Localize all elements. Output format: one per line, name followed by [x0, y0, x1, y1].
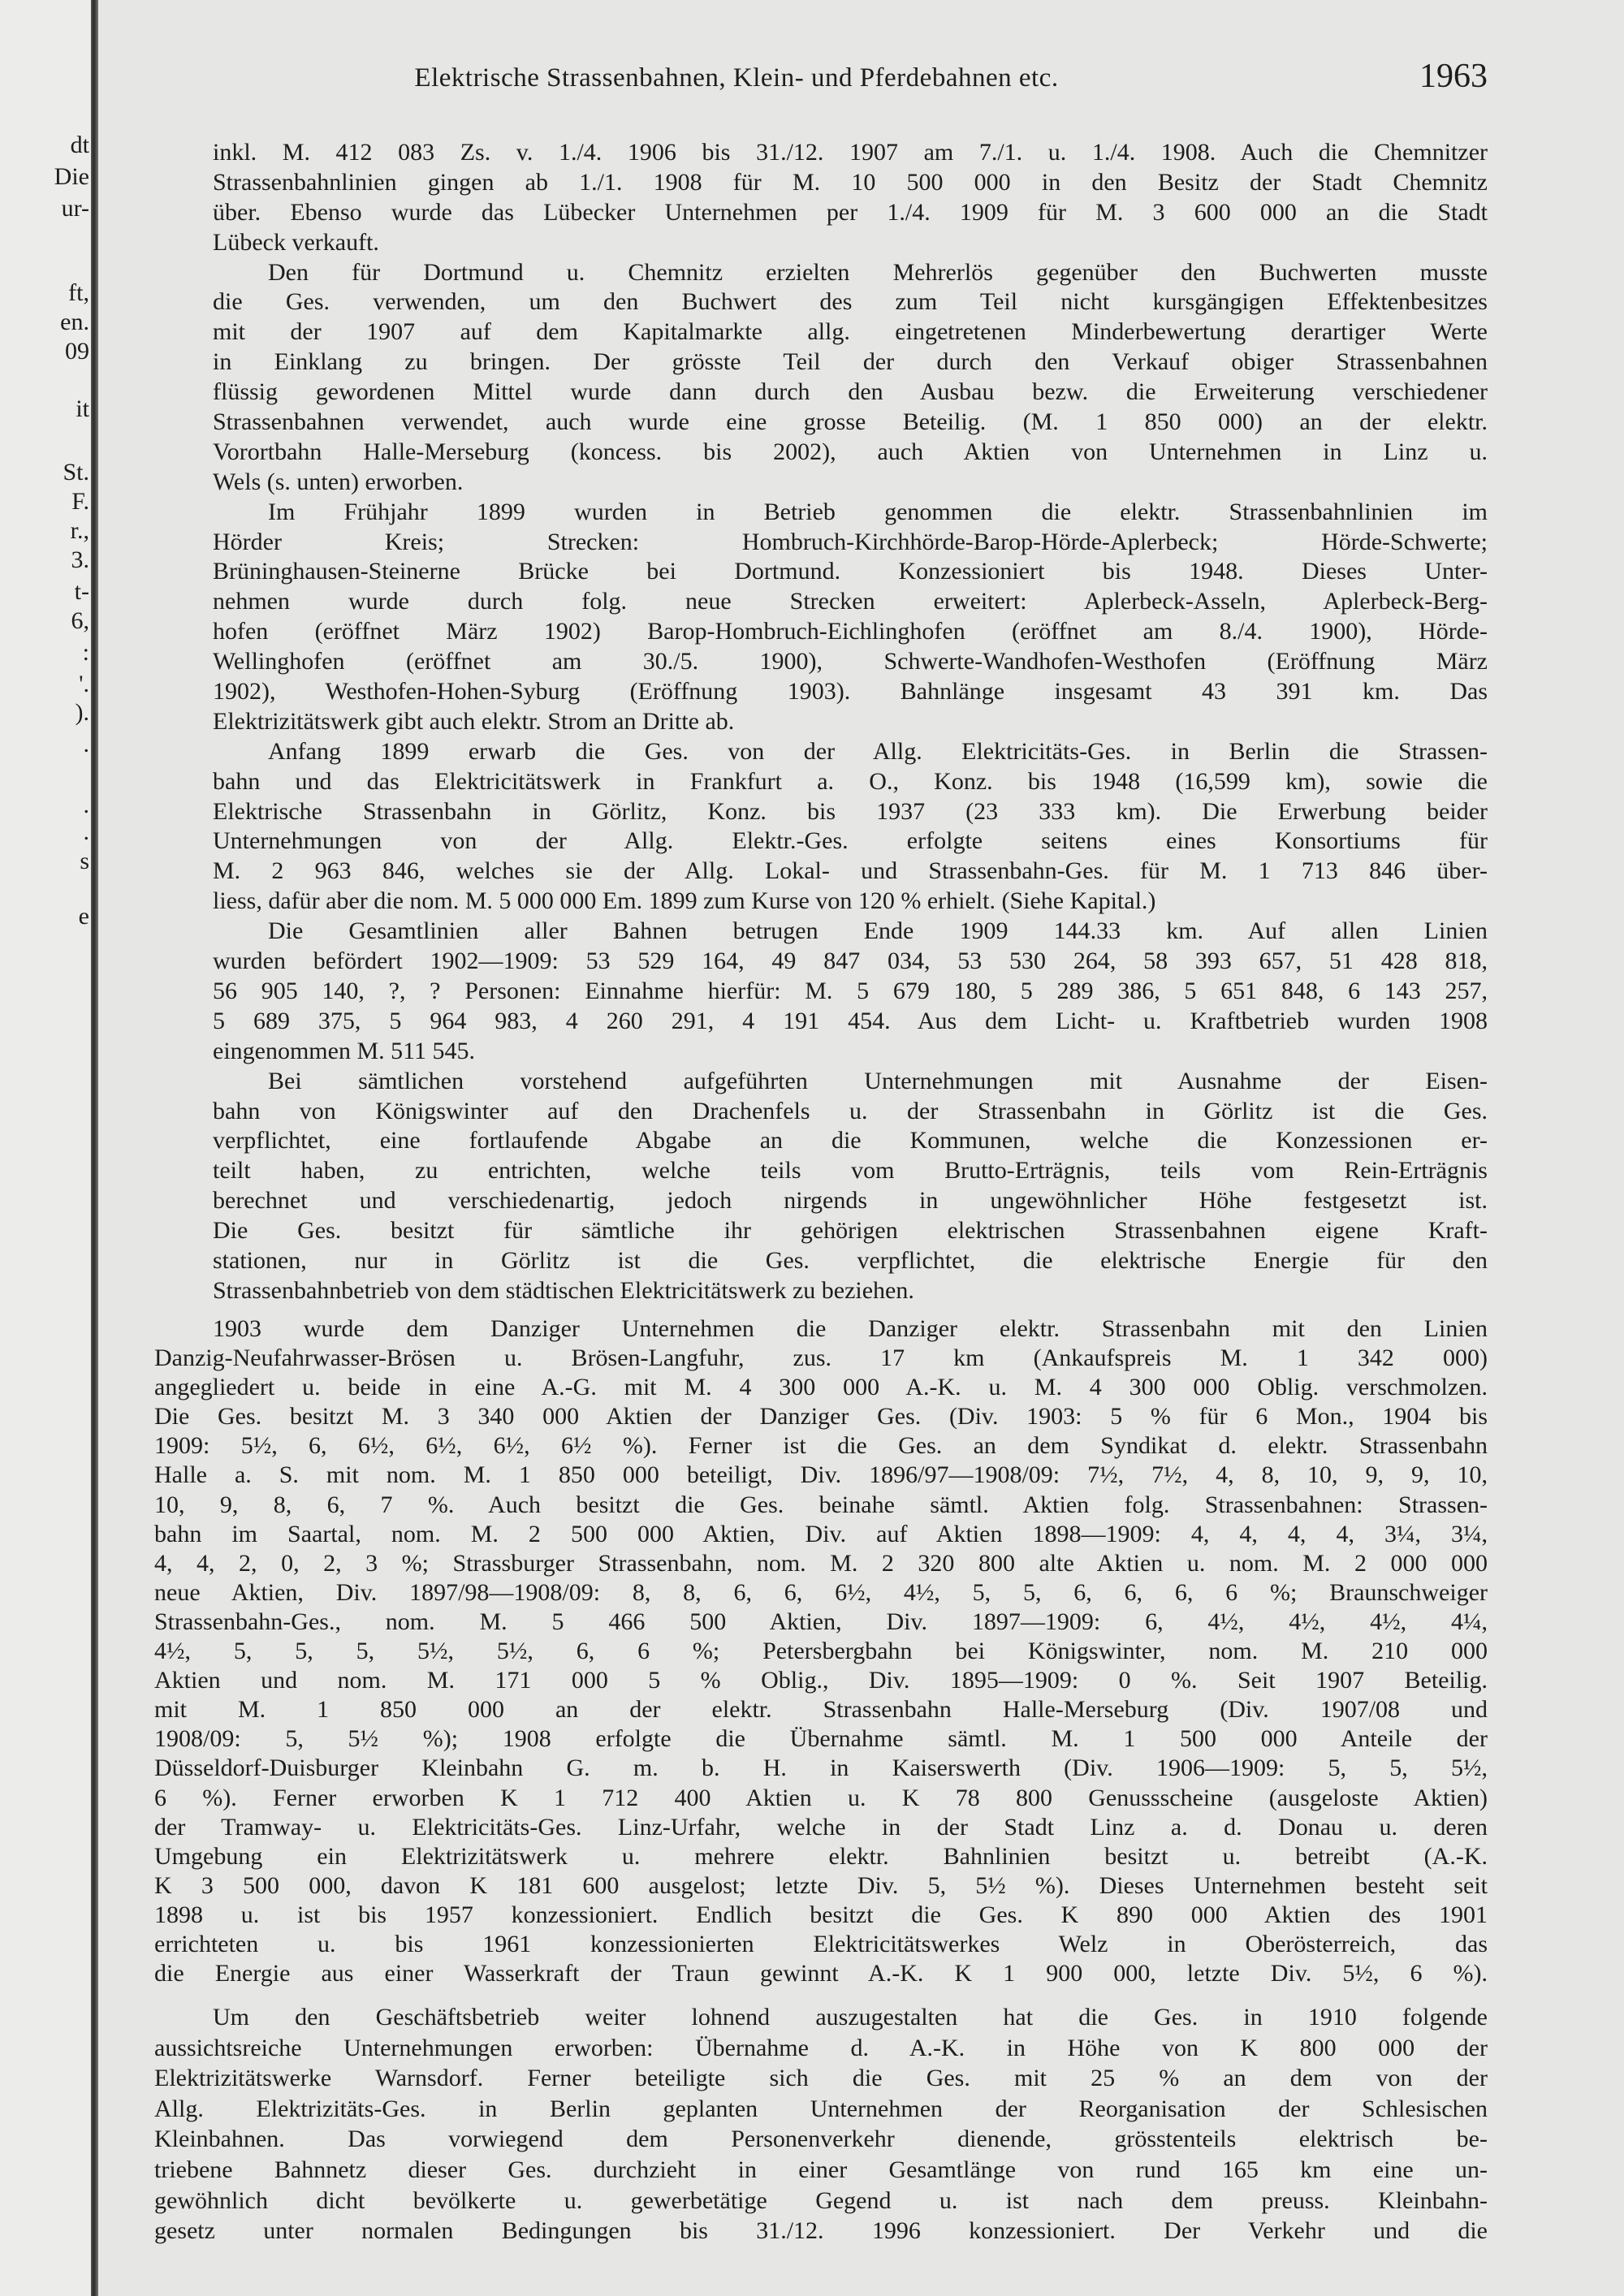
text-line: Wellinghofen (eröffnet am 30./5. 1900), Schwerte-Wandhofen-Westhofen (Eröffnung März [213, 648, 1488, 675]
text-line: über. Ebenso wurde das Lübecker Unternehmen per 1./4. 1909 für M. 3 600 000 an die Stadt [213, 198, 1488, 226]
paragraph [213, 138, 1488, 258]
text-line: Düsseldorf-Duisburger Kleinbahn G. m. b. H. in Kaiserswerth (Div. 1906—1909: 5, 5, 5½, [154, 1754, 1488, 1782]
previous-page-text-fragment: 3. [71, 546, 89, 573]
text-line: 1902), Westhofen-Hohen-Syburg (Eröffnung 1903). Bahnlänge insgesamt 43 391 km. Das [213, 678, 1488, 706]
paragraph [213, 917, 1488, 1066]
previous-page-text-fragment: 6, [71, 607, 89, 634]
previous-page-text-fragment: dt [70, 132, 89, 158]
paragraph [213, 258, 1488, 498]
text-line: hofen (eröffnet März 1902) Barop-Hombruch-Eichlinghofen (eröffnet am 8./4. 1900), Hörde- [213, 618, 1488, 645]
text-line: 1908/09: 5, 5½ %); 1908 erfolgte die Übernahme sämtl. M. 1 500 000 Anteile der [154, 1725, 1488, 1753]
text-line: mit der 1907 auf dem Kapitalmarkte allg. eingetretenen Minderbewertung derartiger Werte [213, 318, 1488, 346]
previous-page-text-fragment: . [83, 818, 89, 845]
text-line: 56 905 140, ?, ? Personen: Einnahme hierfür: M. 5 679 180, 5 289 386, 5 651 848, 6 143 257, [213, 977, 1488, 1004]
text-line: Im Frühjahr 1899 wurden in Betrieb genommen die elektr. Strassenbahnlinien im [268, 498, 1488, 525]
text-line: 1903 wurde dem Danziger Unternehmen die Danziger elektr. Strassenbahn mit den Linien [213, 1315, 1488, 1342]
text-line: Umgebung ein Elektrizitätswerk u. mehrere elektr. Bahnlinien besitzt u. betreibt (A.-K. [154, 1842, 1488, 1870]
previous-page-text-fragment: r., [70, 517, 89, 544]
text-block-1910 [154, 2002, 1488, 2246]
text-line: errichteten u. bis 1961 konzessionierten Elektricitätswerkes Welz in Oberösterreich, das [154, 1930, 1488, 1957]
previous-page-text-fragment: . [83, 792, 89, 818]
text-line: aussichtsreiche Unternehmungen erworben: Übernahme d. A.-K. in Höhe von K 800 000 der [154, 2034, 1488, 2061]
text-line: bahn im Saartal, nom. M. 2 500 000 Aktien, Div. auf Aktien 1898—1909: 4, 4, 4, 4, 3¼, 3¼, [154, 1520, 1488, 1547]
text-line: Wels (s. unten) erworben. [213, 468, 464, 495]
text-line: Allg. Elektrizitäts-Ges. in Berlin geplanten Unternehmen der Reorganisation der Schlesischen [154, 2095, 1488, 2122]
text-line: Strassenbahnbetrieb von dem städtischen Elektricitätswerk zu beziehen. [213, 1276, 914, 1304]
text-line: 1909: 5½, 6, 6½, 6½, 6½, 6½ %). Ferner ist die Ges. an dem Syndikat d. elektr. Strassenbahn [154, 1432, 1488, 1460]
text-line: teilt haben, zu entrichten, welche teils vom Brutto-Erträgnis, teils vom Rein-Erträgnis [213, 1157, 1488, 1185]
text-line: nehmen wurde durch folg. neue Strecken erweitert: Aplerbeck-Asseln, Aplerbeck-Berg- [213, 588, 1488, 615]
previous-page-text-fragment: ur- [61, 195, 89, 222]
previous-page-text-fragment: Die [54, 163, 89, 190]
text-line: Strassenbahnlinien gingen ab 1./1. 1908 für M. 10 500 000 in den Besitz der Stadt Chemnitz [213, 168, 1488, 196]
previous-page-text-fragment: it [76, 395, 89, 422]
text-line: Danzig-Neufahrwasser-Brösen u. Brösen-Langfuhr, zus. 17 km (Ankaufspreis M. 1 342 000) [154, 1344, 1488, 1372]
text-block-main [213, 138, 1488, 1306]
text-line: gewöhnlich dicht bevölkerte u. gewerbetätige Gegend u. ist nach dem preuss. Kleinbahn- [154, 2186, 1488, 2214]
text-line: 4, 4, 2, 0, 2, 3 %; Strassburger Strassenbahn, nom. M. 2 320 800 alte Aktien u. nom. M. 2 000 000 [154, 1549, 1488, 1577]
text-line: Die Ges. besitzt M. 3 340 000 Aktien der Danziger Ges. (Div. 1903: 5 % für 6 Mon., 1904 bis [154, 1403, 1488, 1431]
previous-page-text-fragment: t- [74, 578, 89, 605]
paragraph [213, 498, 1488, 737]
text-line: Lübeck verkauft. [213, 228, 379, 256]
text-line: Hörder Kreis; Strecken: Hombruch-Kirchhörde-Barop-Hörde-Aplerbeck; Hörde-Schwerte; [213, 528, 1488, 555]
previous-page-text-fragment: ft, [68, 279, 89, 306]
text-line: triebene Bahnnetz dieser Ges. durchzieht in einer Gesamtlänge von rund 165 km eine un- [154, 2156, 1488, 2183]
text-line: Strassenbahn-Ges., nom. M. 5 466 500 Aktien, Div. 1897—1909: 6, 4½, 4½, 4½, 4¼, [154, 1608, 1488, 1635]
previous-page-text-fragment: ). [75, 699, 89, 726]
text-line: in Einklang zu bringen. Der grösste Teil der durch den Verkauf obiger Strassenbahnen [213, 348, 1488, 376]
text-line: Um den Geschäftsbetrieb weiter lohnend auszugestalten hat die Ges. in 1910 folgende [213, 2004, 1488, 2031]
previous-page-text-fragment: '. [79, 671, 89, 697]
text-line: der Tramway- u. Elektricitäts-Ges. Linz-Urfahr, welche in der Stadt Linz a. d. Donau u. deren [154, 1813, 1488, 1841]
text-line: 6 %). Ferner erworben K 1 712 400 Aktien u. K 78 800 Genussscheine (ausgeloste Aktien) [154, 1784, 1488, 1811]
text-line: angegliedert u. beide in eine A.-G. mit M. 4 300 000 A.-K. u. M. 4 300 000 Oblig. verschmolzen. [154, 1374, 1488, 1401]
book-gutter [91, 0, 98, 2296]
text-line: 1898 u. ist bis 1957 konzessioniert. Endlich besitzt die Ges. K 890 000 Aktien des 1901 [154, 1901, 1488, 1928]
text-line: Vorortbahn Halle-Merseburg (koncess. bis 2002), auch Aktien von Unternehmen in Linz u. [213, 438, 1488, 465]
text-line: Den für Dortmund u. Chemnitz erzielten Mehrerlös gegenüber den Buchwerten musste [268, 258, 1488, 286]
text-line: inkl. M. 412 083 Zs. v. 1./4. 1906 bis 31./12. 1907 am 7./1. u. 1./4. 1908. Auch die Chemnitzer [213, 139, 1488, 166]
text-line: Strassenbahnen verwendet, auch wurde eine grosse Beteilig. (M. 1 850 000) an der elektr. [213, 408, 1488, 436]
text-line: 10, 9, 8, 6, 7 %. Auch besitzt die Ges. beinahe sämtl. Aktien folg. Strassenbahnen: Strassen- [154, 1491, 1488, 1518]
text-line: mit M. 1 850 000 an der elektr. Strassenbahn Halle-Merseburg (Div. 1907/08 und [154, 1696, 1488, 1724]
text-line: Elektrizitätswerke Warnsdorf. Ferner beteiligte sich die Ges. mit 25 % an dem von der [154, 2065, 1488, 2092]
previous-page-edge [0, 0, 96, 2296]
previous-page-text-fragment: e [78, 903, 89, 930]
text-block-danzig [154, 1314, 1488, 1988]
previous-page-text-fragment: en. [60, 309, 89, 335]
text-line: flüssig gewordenen Mittel wurde dann durch den Ausbau bezw. die Erweiterung verschiedener [213, 378, 1488, 406]
text-line: bahn und das Elektricitätswerk in Frankfurt a. O., Konz. bis 1948 (16,599 km), sowie die [213, 767, 1488, 795]
text-line: liess, dafür aber die nom. M. 5 000 000 Em. 1899 zum Kurse von 120 % erhielt. (Siehe Kapital.) [213, 887, 1156, 915]
text-line: bahn von Königswinter auf den Drachenfels u. der Strassenbahn in Görlitz ist die Ges. [213, 1097, 1488, 1124]
text-line: Bei sämtlichen vorstehend aufgeführten Unternehmungen mit Ausnahme der Eisen- [268, 1067, 1488, 1094]
previous-page-text-fragment: s [80, 848, 89, 874]
text-line: Kleinbahnen. Das vorwiegend dem Personenverkehr dienende, grösstenteils elektrisch be- [154, 2126, 1488, 2153]
text-line: Brüninghausen-Steinerne Brücke bei Dortmund. Konzessioniert bis 1948. Dieses Unter- [213, 558, 1488, 585]
previous-page-text-fragment: F. [71, 488, 89, 515]
text-line: wurden befördert 1902—1909: 53 529 164, 49 847 034, 53 530 264, 58 393 657, 51 428 818, [213, 947, 1488, 975]
text-line: K 3 500 000, davon K 181 600 ausgelost; letzte Div. 5, 5½ %). Dieses Unternehmen besteht seit [154, 1871, 1488, 1899]
text-line: Halle a. S. mit nom. M. 1 850 000 beteiligt, Div. 1896/97—1908/09: 7½, 7½, 4, 8, 10, 9, 9, 10, [154, 1461, 1488, 1489]
running-header: Elektrische Strassenbahnen, Klein- und Pferdebahnen etc. [414, 63, 1059, 93]
paragraph [213, 1067, 1488, 1306]
text-line: 5 689 375, 5 964 983, 4 260 291, 4 191 454. Aus dem Licht- u. Kraftbetrieb wurden 1908 [213, 1007, 1488, 1034]
paragraph [213, 737, 1488, 917]
paragraph [154, 2002, 1488, 2246]
paragraph [154, 1314, 1488, 1988]
page-number: 1963 [1419, 58, 1488, 95]
text-line: verpflichtet, eine fortlaufende Abgabe an die Kommunen, welche die Konzessionen er- [213, 1127, 1488, 1154]
previous-page-text-fragment: St. [63, 459, 89, 486]
previous-page-text-fragment: . [83, 731, 89, 757]
text-line: Die Gesamtlinien aller Bahnen betrugen Ende 1909 144.33 km. Auf allen Linien [268, 917, 1488, 945]
text-line: Anfang 1899 erwarb die Ges. von der Allg. Elektricitäts-Ges. in Berlin die Strassen- [268, 737, 1488, 765]
text-line: stationen, nur in Görlitz ist die Ges. verpflichtet, die elektrische Energie für den [213, 1246, 1488, 1274]
text-line: M. 2 963 846, welches sie der Allg. Lokal- und Strassenbahn-Ges. für M. 1 713 846 über- [213, 857, 1488, 885]
previous-page-text-fragment: : [82, 639, 89, 666]
text-line: gesetz unter normalen Bedingungen bis 31./12. 1996 konzessioniert. Der Verkehr und die [154, 2217, 1488, 2245]
text-line: neue Aktien, Div. 1897/98—1908/09: 8, 8, 6, 6, 6½, 4½, 5, 5, 6, 6, 6, 6 %; Braunschweiger [154, 1578, 1488, 1606]
text-line: Die Ges. besitzt für sämtliche ihr gehörigen elektrischen Strassenbahnen eigene Kraft- [213, 1217, 1488, 1245]
text-line: eingenommen M. 511 545. [213, 1037, 476, 1064]
text-line: Elektrische Strassenbahn in Görlitz, Konz. bis 1937 (23 333 km). Die Erwerbung beider [213, 797, 1488, 825]
previous-page-text-fragment: 09 [65, 338, 89, 365]
text-line: berechnet und verschiedenartig, jedoch nirgends in ungewöhnlicher Höhe festgesetzt ist. [213, 1187, 1488, 1215]
text-line: Unternehmungen von der Allg. Elektr.-Ges. erfolgte seitens eines Konsortiums für [213, 827, 1488, 855]
text-line: die Energie aus einer Wasserkraft der Traun gewinnt A.-K. K 1 900 000, letzte Div. 5½, 6 %). [154, 1960, 1488, 1987]
text-line: die Ges. verwenden, um den Buchwert des zum Teil nicht kursgängigen Effektenbesitzes [213, 288, 1488, 316]
text-line: 4½, 5, 5, 5, 5½, 5½, 6, 6 %; Petersbergbahn bei Königswinter, nom. M. 210 000 [154, 1638, 1488, 1665]
text-line: Aktien und nom. M. 171 000 5 % Oblig., Div. 1895—1909: 0 %. Seit 1907 Beteilig. [154, 1667, 1488, 1694]
text-line: Elektrizitätswerk gibt auch elektr. Strom an Dritte ab. [213, 707, 735, 735]
